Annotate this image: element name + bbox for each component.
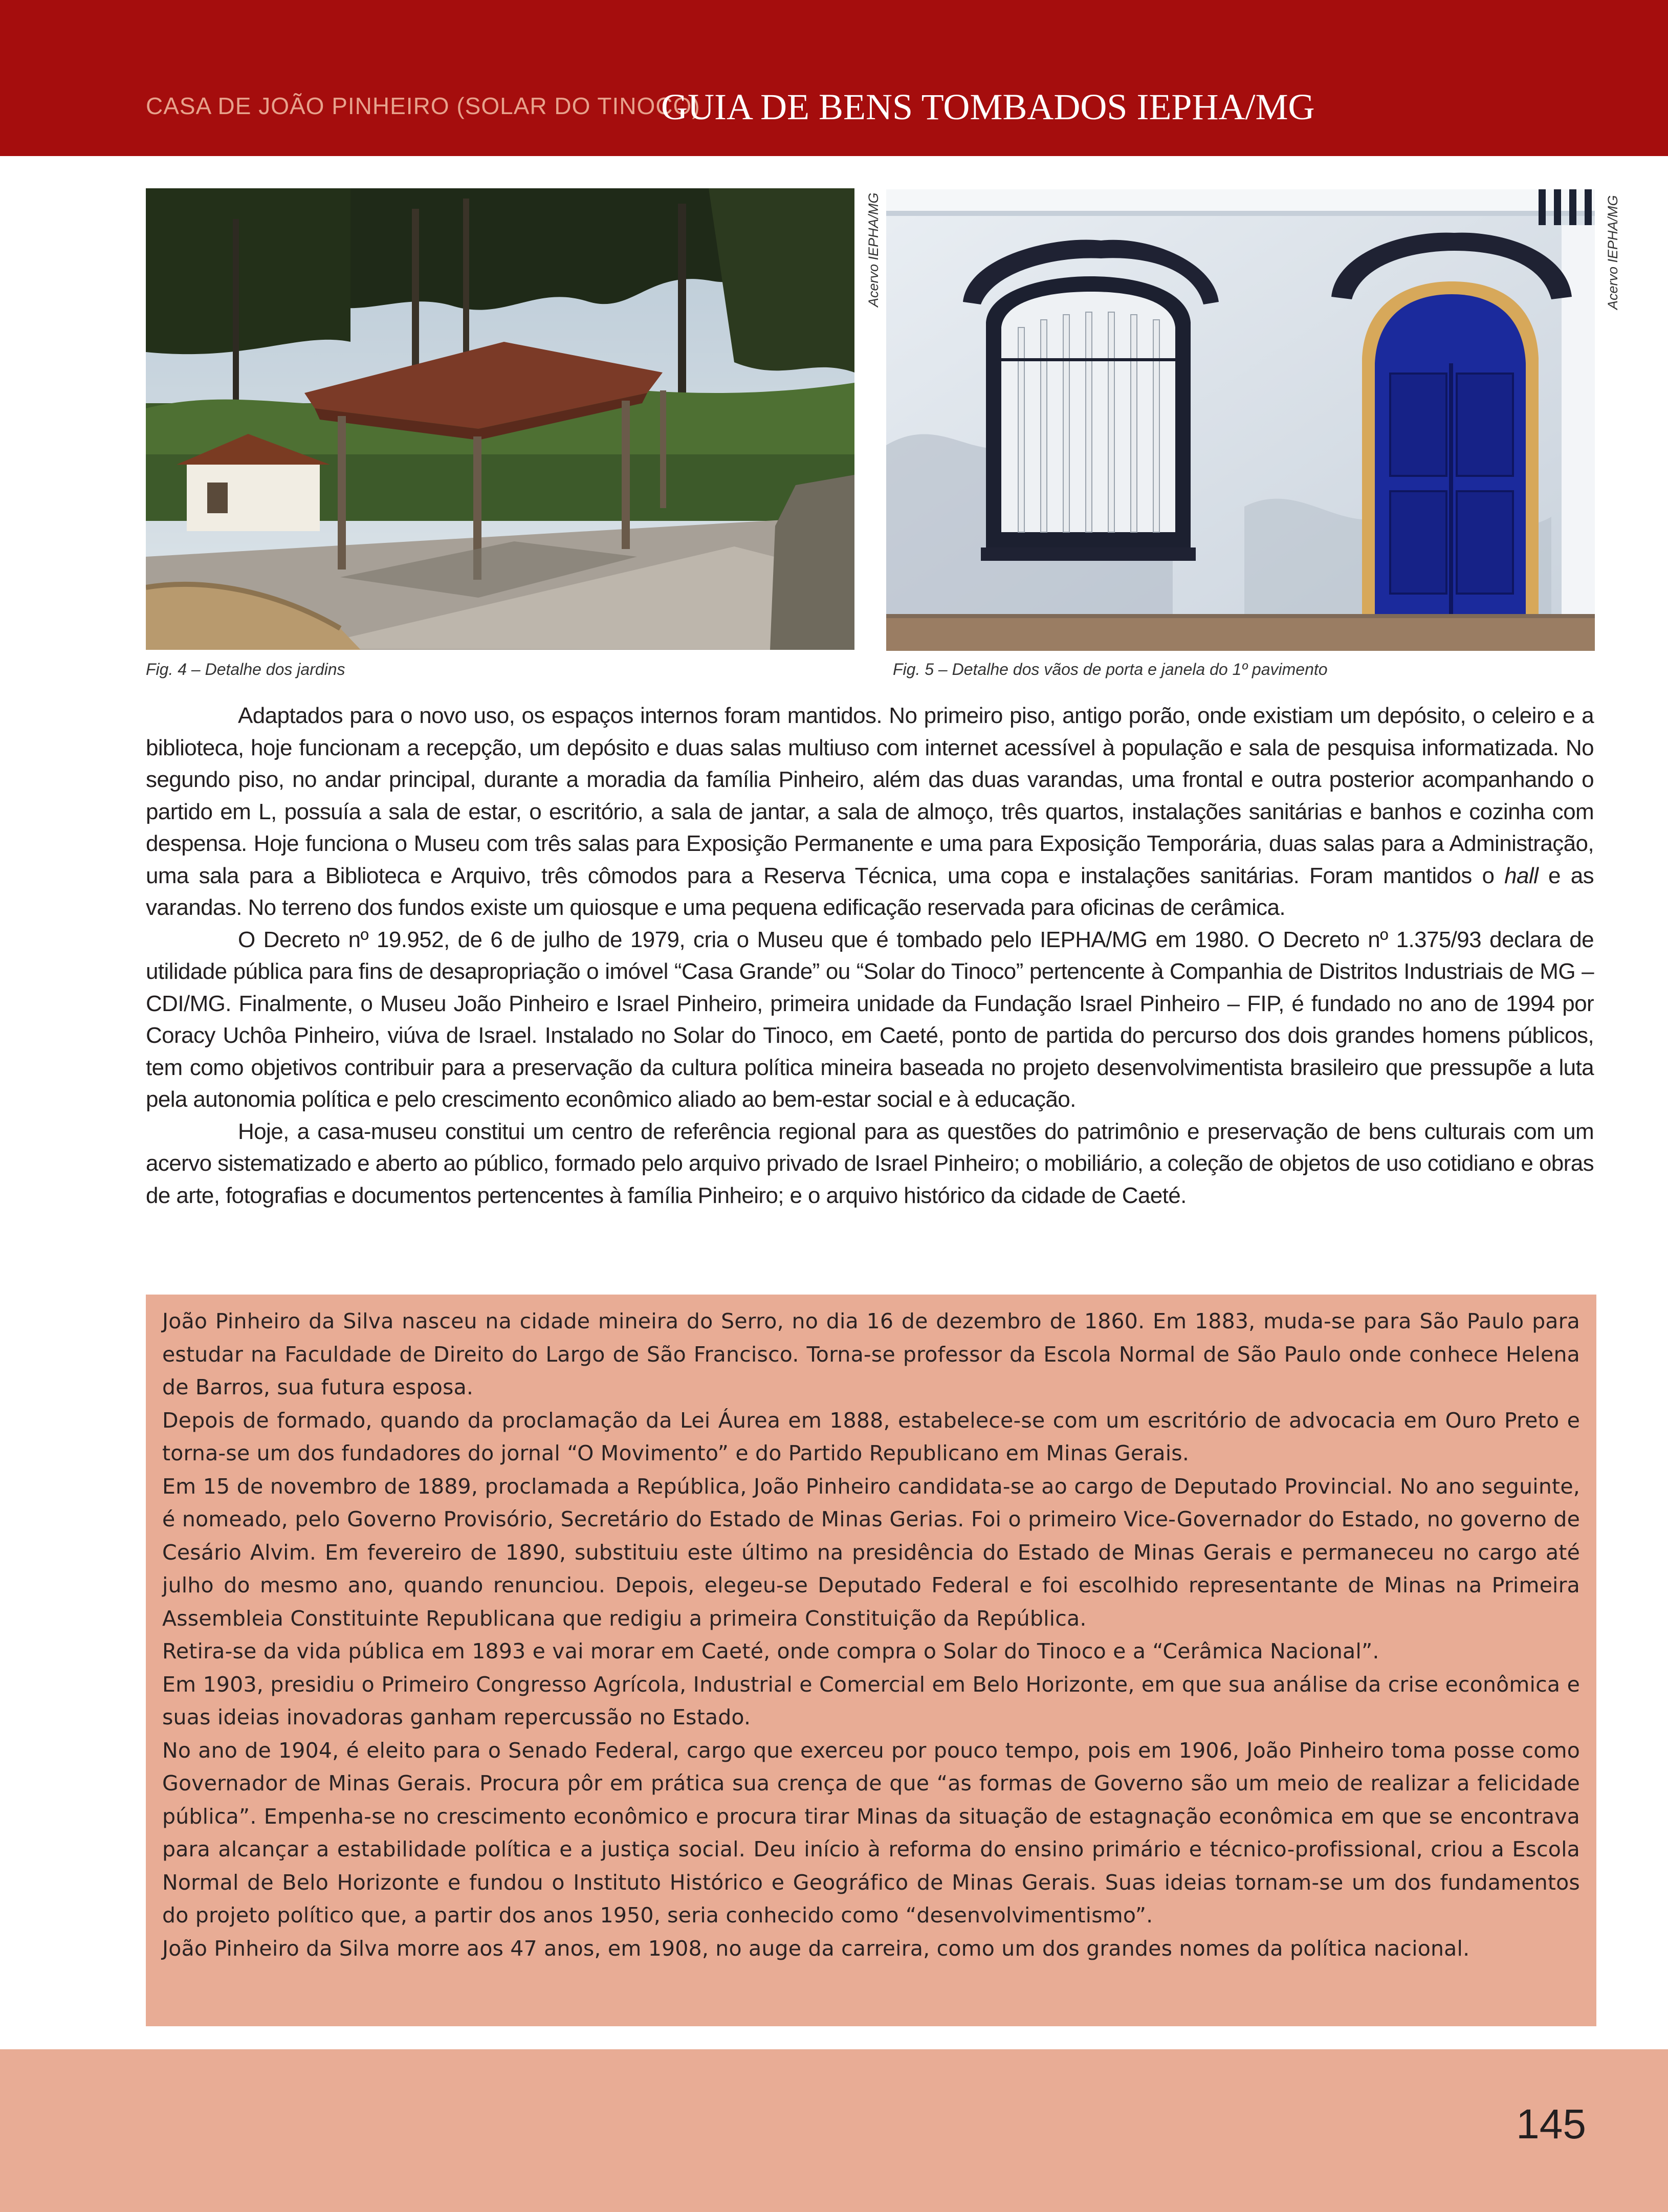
gardens-gazebo-illustration xyxy=(146,188,854,650)
guide-title: GUIA DE BENS TOMBADOS IEPHA/MG xyxy=(661,86,1315,127)
biography-paragraph: Em 1903, presidiu o Primeiro Congresso Agrícola, Industrial e Comercial em Belo Horizonte, em que sua análise da crise econômica e suas ideias inovadoras ganham repercussão no Estado. xyxy=(162,1672,1580,1729)
biography-paragraph: Depois de formado, quando da proclamação da Lei Áurea em 1888, estabelece-se com um escritório de advocacia em Ouro Preto e torna-se um dos fundadores do jornal “O Movimento” e do Partido Republicano em Minas Gerais. xyxy=(162,1408,1580,1465)
body-paragraph-1a: Adaptados para o novo uso, os espaços internos foram mantidos. No primeiro piso, antigo porão, onde existiam um depósito, o celeiro e a biblioteca, hoje funcionam a recepção, um depósito e duas salas multiuso com internet acessível à população e sala de pesquisa informatizada. No segundo piso, no andar principal, durante a moradia da família Pinheiro, além das duas varandas, uma frontal e outra posterior acompanhando o partido em L, possuía a sala de estar, o escritório, a sala de jantar, a sala de almoço, três quartos, instalações sanitárias e banhos e cozinha com despensa. Hoje funciona o Museu com três salas para Exposição Permanente e uma para Exposição Temporária, duas salas para a Administração, uma sala para a Biblioteca e Arquivo, três cômodos para a Reserva Técnica, uma copa e instalações sanitárias. Foram mantidos o xyxy=(146,703,1594,888)
main-body-text xyxy=(146,700,1594,1212)
biography-paragraph: Retira-se da vida pública em 1893 e vai morar em Caeté, onde compra o Solar do Tinoco e a “Cerâmica Nacional”. xyxy=(162,1639,1379,1663)
figure-5-photo xyxy=(886,189,1595,651)
biography-paragraph: João Pinheiro da Silva morre aos 47 anos, em 1908, no auge da carreira, como um dos grandes nomes da política nacional. xyxy=(162,1936,1470,1961)
body-paragraph xyxy=(146,700,1594,924)
body-paragraph-1b: e as varandas. No terreno dos fundos existe um quiosque e uma pequena edificação reservada para oficinas de cerâmica. xyxy=(146,863,1594,920)
page-number: 145 xyxy=(1516,2101,1586,2148)
body-paragraph-3: Hoje, a casa-museu constitui um centro de referência regional para as questões do patrimônio e preservação de bens culturais com um acervo sistematizado e aberto ao público, formado pelo arquivo privado de Israel Pinheiro; o mobiliário, a coleção de objetos de uso cotidiano e obras de arte, fotografias e documentos pertencentes à família Pinheiro; e o arquivo histórico da cidade de Caeté. xyxy=(146,1119,1594,1208)
biography-box xyxy=(146,1295,1596,2026)
figure-5-credit: Acervo IEPHA/MG xyxy=(1605,195,1620,310)
section-kicker: CASA DE JOÃO PINHEIRO (SOLAR DO TINOCO) xyxy=(146,93,700,119)
page-footer xyxy=(0,2049,1668,2212)
page-header xyxy=(0,0,1668,156)
figure-4-caption: Fig. 4 – Detalhe dos jardins xyxy=(146,660,345,678)
figure-5-caption: Fig. 5 – Detalhe dos vãos de porta e janela do 1º pavimento xyxy=(893,660,1328,678)
biography-paragraph: Em 15 de novembro de 1889, proclamada a República, João Pinheiro candidata-se ao cargo de Deputado Provincial. No ano seguinte, é nomeado, pelo Governo Provisório, Secretário do Estado de Minas Gerias. Foi o primeiro Vice-Governador do Estado, no governo de Cesário Alvim. Em fevereiro de 1890, substituiu este último na presidência do Estado de Minas Gerais e permaneceu no cargo até julho do mesmo ano, quando renunciou. Depois, elegeu-se Deputado Federal e foi escolhido representante de Minas na Primeira Assembleia Constituinte Republicana que redigiu a primeira Constituição da República. xyxy=(162,1474,1580,1631)
door-window-illustration xyxy=(886,189,1595,651)
biography-paragraph: João Pinheiro da Silva nasceu na cidade mineira do Serro, no dia 16 de dezembro de 1860. Em 1883, muda-se para São Paulo para estudar na Faculdade de Direito do Largo de São Francisco. Torna-se professor da Escola Normal de São Paulo onde conhece Helena de Barros, sua futura esposa. xyxy=(162,1309,1580,1399)
body-paragraph-1-italic: hall xyxy=(1504,863,1539,888)
figure-4-credit: Acervo IEPHA/MG xyxy=(866,192,881,307)
biography-paragraph: No ano de 1904, é eleito para o Senado Federal, cargo que exerceu por pouco tempo, pois em 1906, João Pinheiro toma posse como Governador de Minas Gerais. Procura pôr em prática sua crença de que “as formas de Governo são um meio de realizar a felicidade pública”. Empenha-se no crescimento econômico e procura tirar Minas da situação de estagnação econômica em que se encontrava para alcançar a estabilidade política e a justiça social. Deu início à reforma do ensino primário e técnico-profissional, criou a Escola Normal de Belo Horizonte e fundou o Instituto Histórico e Geográfico de Minas Gerais. Suas ideias tornam-se um dos fundamentos do projeto político que, a partir dos anos 1950, seria conhecido como “desenvolvimentismo”. xyxy=(162,1738,1580,1928)
body-paragraph-2: O Decreto nº 19.952, de 6 de julho de 1979, cria o Museu que é tombado pelo IEPHA/MG em 1980. O Decreto nº 1.375/93 declara de utilidade pública para fins de desapropriação o imóvel “Casa Grande” ou “Solar do Tinoco” pertencente à Companhia de Distritos Industriais de MG – CDI/MG. Finalmente, o Museu João Pinheiro e Israel Pinheiro, primeira unidade da Fundação Israel Pinheiro – FIP, é fundado no ano de 1994 por Coracy Uchôa Pinheiro, viúva de Israel. Instalado no Solar do Tinoco, em Caeté, ponto de partida do percurso dos dois grandes homens públicos, tem como objetivos contribuir para a preservação da cultura política mineira baseada no projeto desenvolvimentista brasileiro que pressupõe a luta pela autonomia política e pelo crescimento econômico aliado ao bem-estar social e à educação. xyxy=(146,927,1594,1112)
figure-4-photo xyxy=(146,188,854,650)
